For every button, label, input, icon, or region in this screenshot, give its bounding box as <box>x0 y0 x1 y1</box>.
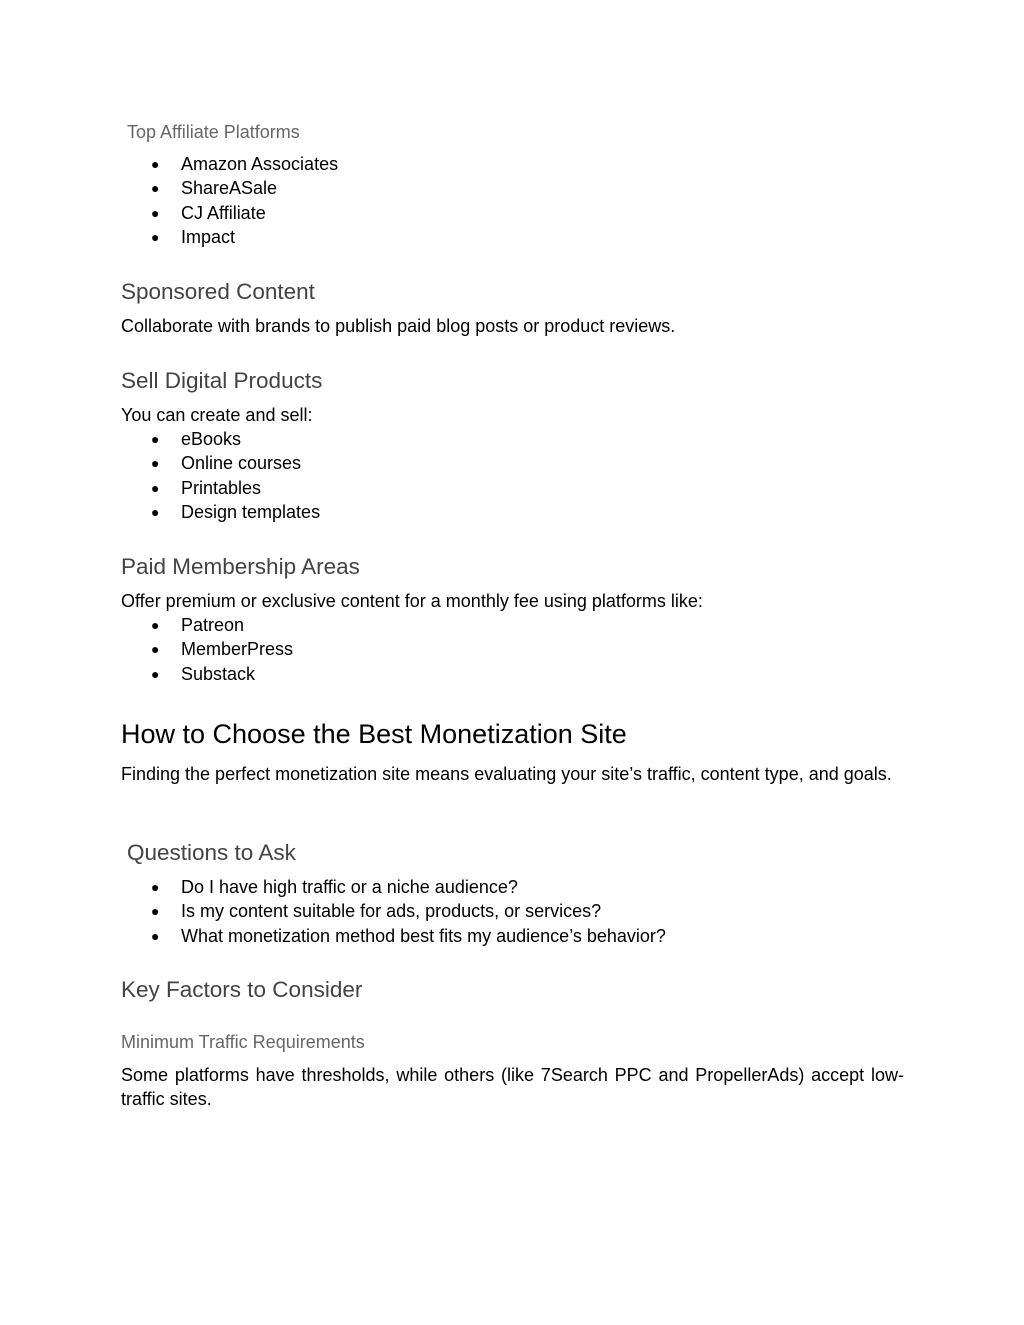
list-top-affiliate-platforms <box>151 152 338 250</box>
bullet-icon: ● <box>151 180 160 197</box>
paragraph-membership-intro: Offer premium or exclusive content for a monthly fee using platforms like: <box>121 591 703 611</box>
list-item: ● Printables <box>151 476 320 500</box>
bullet-icon: ● <box>151 455 160 472</box>
list-item: ● CJ Affiliate <box>151 201 338 225</box>
bullet-icon: ● <box>151 229 160 246</box>
list-item: ● Online courses <box>151 451 320 475</box>
bullet-icon: ● <box>151 617 160 633</box>
list-item: ● ShareASale <box>151 176 338 200</box>
heading-sell-digital-products: Sell Digital Products <box>121 368 323 393</box>
heading-top-affiliate-platforms: Top Affiliate Platforms <box>127 122 300 142</box>
heading-sponsored-content: Sponsored Content <box>121 279 315 304</box>
list-item: ● What monetization method best fits my audience’s behavior? <box>151 924 666 948</box>
heading-questions-to-ask: Questions to Ask <box>127 840 296 865</box>
heading-how-to-choose: How to Choose the Best Monetization Site <box>121 719 627 749</box>
paragraph-sponsored-content: Collaborate with brands to publish paid blog posts or product reviews. <box>121 316 676 336</box>
bullet-icon: ● <box>151 156 160 172</box>
list-questions <box>151 875 666 948</box>
list-item: ● Do I have high traffic or a niche audience? <box>151 875 666 899</box>
bullet-icon: ● <box>151 204 160 221</box>
bullet-icon: ● <box>151 665 160 682</box>
paragraph-minimum-traffic: Some platforms have thresholds, while others (like 7Search PPC and PropellerAds) accept low-traffic sites. <box>121 1065 904 1110</box>
list-item: ● Is my content suitable for ads, products, or services? <box>151 899 666 923</box>
heading-paid-membership-areas: Paid Membership Areas <box>121 554 360 579</box>
bullet-icon: ● <box>151 927 160 944</box>
list-item: ● Amazon Associates <box>151 152 338 176</box>
bullet-icon: ● <box>151 431 160 447</box>
paragraph-digital-products-intro: You can create and sell: <box>121 405 313 425</box>
list-item: ● MemberPress <box>151 637 293 661</box>
list-item: ● eBooks <box>151 427 320 451</box>
heading-key-factors: Key Factors to Consider <box>121 977 363 1002</box>
bullet-icon: ● <box>151 903 160 920</box>
list-item: ● Patreon <box>151 613 293 637</box>
list-item: ● Substack <box>151 662 293 686</box>
bullet-icon: ● <box>151 879 160 895</box>
list-item: ● Impact <box>151 225 338 249</box>
list-membership-platforms <box>151 613 293 686</box>
bullet-icon: ● <box>151 479 160 496</box>
heading-minimum-traffic: Minimum Traffic Requirements <box>121 1032 365 1052</box>
paragraph-how-to-choose: Finding the perfect monetization site means evaluating your site’s traffic, content type, and goals. <box>121 764 892 784</box>
bullet-icon: ● <box>151 641 160 658</box>
list-digital-products <box>151 427 320 525</box>
bullet-icon: ● <box>151 504 160 521</box>
list-item: ● Design templates <box>151 500 320 524</box>
